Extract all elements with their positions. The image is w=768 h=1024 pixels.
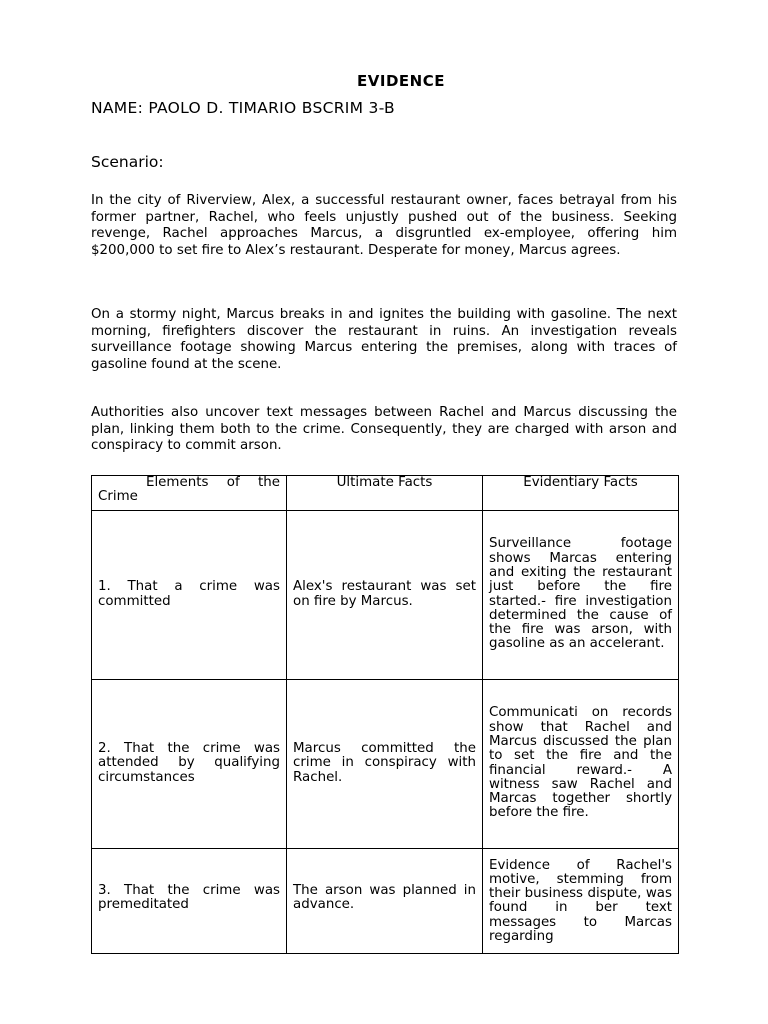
scenario-heading: Scenario:: [91, 153, 164, 171]
evidentiary-fact-cell: Surveillance footage shows Marcas entering and exiting the restaurant just before the fire started.- fire investigation determined the cause of the fire was arson, with gasoline as an accelerant.: [483, 510, 679, 679]
element-cell: 2. That the crime was attended by qualifying circumstances: [92, 679, 287, 848]
table-row: [92, 848, 679, 953]
evidentiary-fact-cell: Communicati on records show that Rachel and Marcus discussed the plan to set the fire and the financial reward.- A witness saw Rachel and Marcas together shortly before the fire.: [483, 679, 679, 848]
scenario-paragraph-2: On a stormy night, Marcus breaks in and ignites the building with gasoline. The next morning, firefighters discover the restaurant in ruins. An investigation reveals surveillance footage showing Marcus entering the premises, along with traces of gasoline found at the scene.: [91, 307, 677, 372]
header-ultimate-facts: Ultimate Facts: [287, 476, 483, 511]
ultimate-fact-cell: The arson was planned in advance.: [287, 848, 483, 953]
element-cell: 1. That a crime was committed: [92, 510, 287, 679]
evidentiary-fact-cell: Evidence of Rachel's motive, stemming from their business dispute, was found in ber text messages to Marcas regarding: [483, 848, 679, 953]
table-row: [92, 510, 679, 679]
element-cell: 3. That the crime was premeditated: [92, 848, 287, 953]
table-row: [92, 679, 679, 848]
evidence-table: [91, 475, 679, 954]
scenario-paragraph-3: Authorities also uncover text messages between Rachel and Marcus discussing the plan, linking them both to the crime. Consequently, they are charged with arson and conspiracy to commit arson.: [91, 405, 677, 454]
document-title: EVIDENCE: [357, 72, 445, 90]
header-evidentiary-facts: Evidentiary Facts: [483, 476, 679, 511]
ultimate-fact-cell: Alex's restaurant was set on fire by Marcus.: [287, 510, 483, 679]
header-elements-of-crime: Elements of the Crime: [92, 476, 287, 511]
student-name-line: NAME: PAOLO D. TIMARIO BSCRIM 3-B: [91, 99, 395, 117]
scenario-paragraph-1: In the city of Riverview, Alex, a successful restaurant owner, faces betrayal from his former partner, Rachel, who feels unjustly pushed out of the business. Seeking revenge, Rachel approaches Marcus, a disgruntled ex-employee, offering him $200,000 to set fire to Alex’s restaurant. Desperate for money, Marcus agrees.: [91, 193, 677, 258]
ultimate-fact-cell: Marcus committed the crime in conspiracy with Rachel.: [287, 679, 483, 848]
table-header-row: [92, 476, 679, 511]
